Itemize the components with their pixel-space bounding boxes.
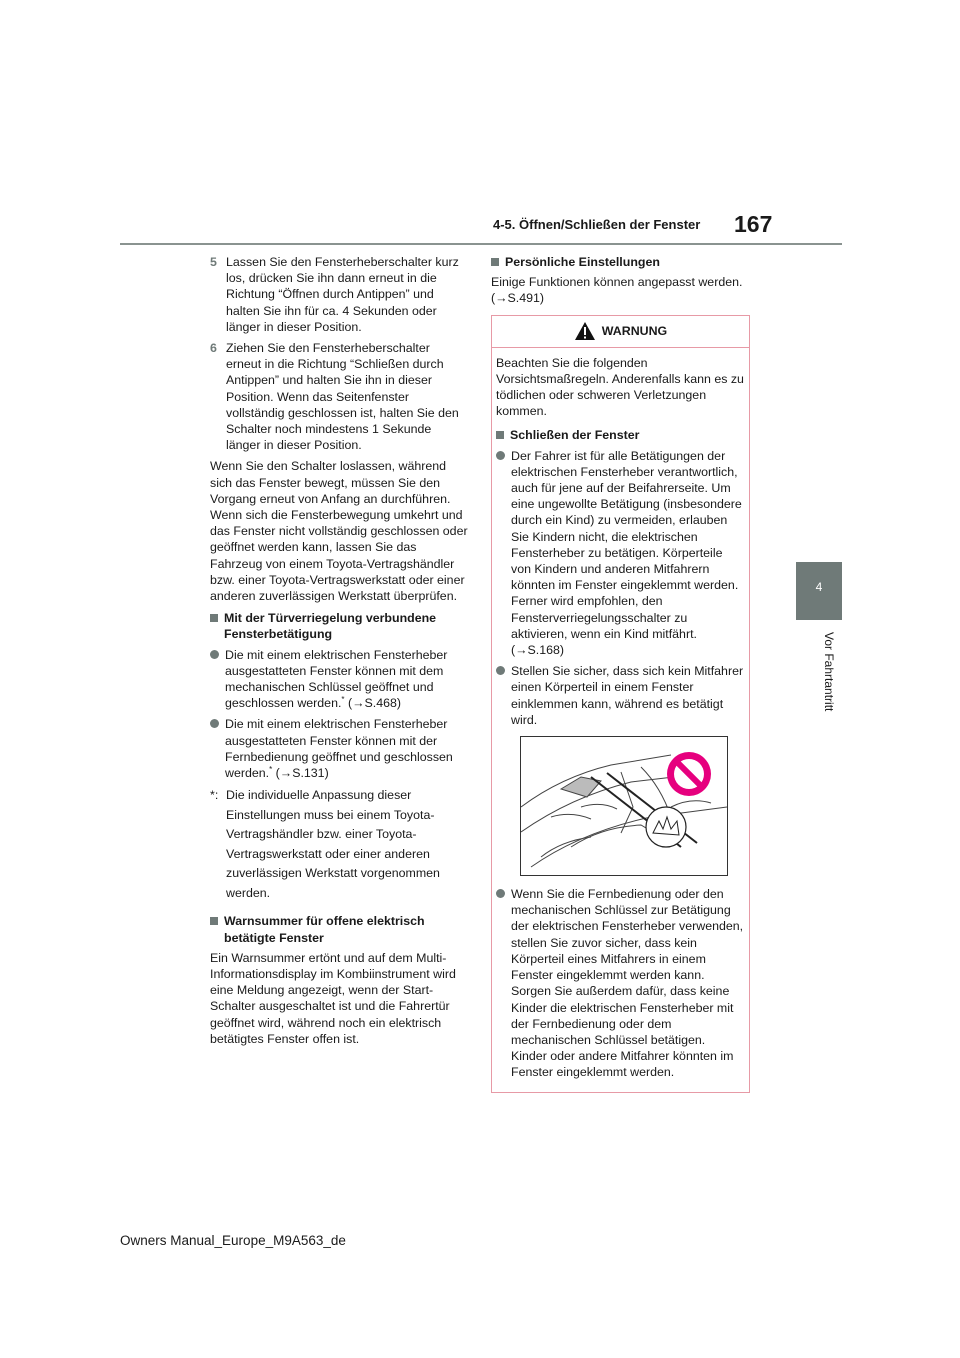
list-item [210, 716, 468, 781]
bullet-body: Der Fahrer ist für alle Betätigungen der elektrischen Fensterheber verantwortlich, auch für jene auf der Beifahrerseite. Um eine ungewollte Betätigung (insbesondere durch ein Kind) zu vermeiden, erlauben Sie Kindern nicht, die elektrischen Fensterheber zu betätigen. Körperteile von Kindern und anderen Mitfahrern könnten im Fenster eingeklemmt werden. Ferner wird empfohlen, den Fensterverriegelungsschalter zu aktivieren, wenn ein Kind mitfährt. [511, 448, 742, 641]
step-number: 6 [210, 341, 217, 356]
section-title: Persönliche Einstellungen [505, 255, 660, 269]
section-heading [210, 913, 468, 945]
car-interior-illustration [521, 737, 727, 875]
bullet-text [225, 647, 468, 712]
step-item [210, 254, 468, 335]
section-title: Warnsummer für offene elektrisch betätigte Fenster [224, 914, 425, 945]
warning-body [492, 348, 749, 1092]
circle-bullet-icon [496, 666, 505, 675]
page-reference[interactable]: (→S.491) [491, 291, 545, 306]
list-item [496, 886, 744, 1080]
paragraph: Ein Warnsummer ertönt und auf dem Multi-Informationsdisplay im Kombiinstrument wird eine Meldung angezeigt, wenn der Start-Schalter ausgeschaltet ist und die Fahrertür geöffnet wird, während noch ein elektrisch betätigtes Fenster offen ist. [210, 950, 456, 1046]
page-reference[interactable]: (→S.168) [511, 643, 565, 658]
section-heading [210, 610, 468, 642]
warning-header [492, 316, 749, 348]
page-reference[interactable]: (→S.468) [347, 696, 402, 711]
circle-bullet-icon [210, 719, 219, 728]
footnote-text: Die individuelle Anpassung dieser Einstellungen muss bei einem Toyota-Vertragshändler bzw. einer Toyota-Vertragswerkstatt oder einer anderen zuverlässigen Werkstatt vorgenommen werden. [226, 788, 440, 900]
section-heading [496, 427, 744, 443]
square-bullet-icon [496, 431, 504, 439]
step-text: Ziehen Sie den Fensterheberschalter erneut in die Richtung “Schließen durch Antippen” und halten Sie ihn in dieser Position. Wenn das Seitenfenster vollständig geschlossen ist, halten Sie den Schalter noch mindestens 1 Sekunde länger in dieser Position. [226, 341, 459, 453]
warning-triangle-icon [574, 321, 596, 341]
warning-intro: Beachten Sie die folgenden Vorsichtsmaßregeln. Anderenfalls kann es zu tödlichen oder schweren Verletzungen kommen. [496, 355, 744, 419]
bullet-text: Wenn Sie die Fernbedienung oder den mechanischen Schlüssel zur Betätigung der elektrischen Fensterheber verwenden, stellen Sie zuvor sicher, dass kein Körperteil eines Mitfahrers in einem Fenster eingeklemmt werden kann. Sorgen Sie außerdem dafür, dass keine Kinder die elektrischen Fensterheber mit der Fernbedienung oder dem mechanischen Schlüssel betätigen. Kinder oder andere Mitfahrer könnten im Fenster eingeklemmt werden. [511, 887, 744, 1080]
paragraph-body: Einige Funktionen können angepasst werden. [491, 275, 743, 290]
footer-text: Owners Manual_Europe_M9A563_de [120, 1233, 346, 1248]
chapter-label: Vor Fahrtantritt [822, 632, 836, 712]
right-column [491, 254, 750, 1093]
page-number: 167 [734, 211, 773, 237]
list-item [210, 647, 468, 712]
square-bullet-icon [491, 258, 499, 266]
paragraph [491, 274, 750, 306]
square-bullet-icon [210, 917, 218, 925]
window-pinch-illustration [520, 736, 728, 876]
step-number: 5 [210, 255, 217, 269]
step-item [210, 340, 468, 453]
list-item [496, 663, 744, 728]
circle-bullet-icon [210, 650, 219, 659]
bullet-text [225, 716, 468, 781]
header-rule [120, 243, 842, 245]
bullet-body: Die mit einem elektrischen Fensterheber ausgestatteten Fenster können mit der Fernbedienung geöffnet und geschlossen werden. [225, 717, 453, 781]
footnote [210, 786, 468, 903]
footnote-mark: *: [210, 788, 219, 803]
page-reference[interactable]: (→S.131) [275, 766, 329, 781]
step-text: Lassen Sie den Fensterheberschalter kurz los, drücken Sie ihn dann erneut in die Richtung “Öffnen durch Antippen” und halten Sie ihn für ca. 4 Sekunden oder länger in dieser Position. [226, 255, 459, 334]
paragraph: Wenn Sie den Schalter loslassen, während sich das Fenster bewegt, müssen Sie den Vorgang erneut von Anfang an durchführen. Wenn sich die Fensterbewegung umkehrt und das Fenster nicht vollständig geschlossen oder geöffnet werden kann, lassen Sie das Fahrzeug von einem Toyota-Vertragshändler bzw. einer Toyota-Vertragswerkstatt oder einer anderen zuverlässigen Werkstatt überprüfen. [210, 459, 468, 604]
section-title: Schließen der Fenster [510, 428, 640, 443]
section-heading [491, 254, 750, 270]
circle-bullet-icon [496, 889, 505, 898]
bullet-text: Stellen Sie sicher, dass sich kein Mitfahrer einen Körperteil in einem Fenster einklemmen kann, während es betätigt wird. [511, 664, 744, 727]
circle-bullet-icon [496, 451, 505, 460]
left-column [210, 254, 468, 1053]
header-title: 4-5. Öffnen/Schließen der Fenster [493, 217, 701, 232]
bullet-body: Die mit einem elektrischen Fensterheber ausgestatteten Fenster können mit dem mechanischen Schlüssel geöffnet und geschlossen werden. [225, 647, 448, 711]
section-title: Mit der Türverriegelung verbundene Fensterbetätigung [224, 611, 437, 642]
square-bullet-icon [210, 614, 218, 622]
warning-box [491, 315, 750, 1093]
bullet-text [511, 448, 744, 659]
asterisk-mark: * [341, 695, 345, 705]
warning-title: WARNUNG [601, 324, 668, 338]
list-item [496, 448, 744, 659]
asterisk-mark: * [269, 764, 273, 774]
chapter-tab: 4 [796, 562, 842, 620]
